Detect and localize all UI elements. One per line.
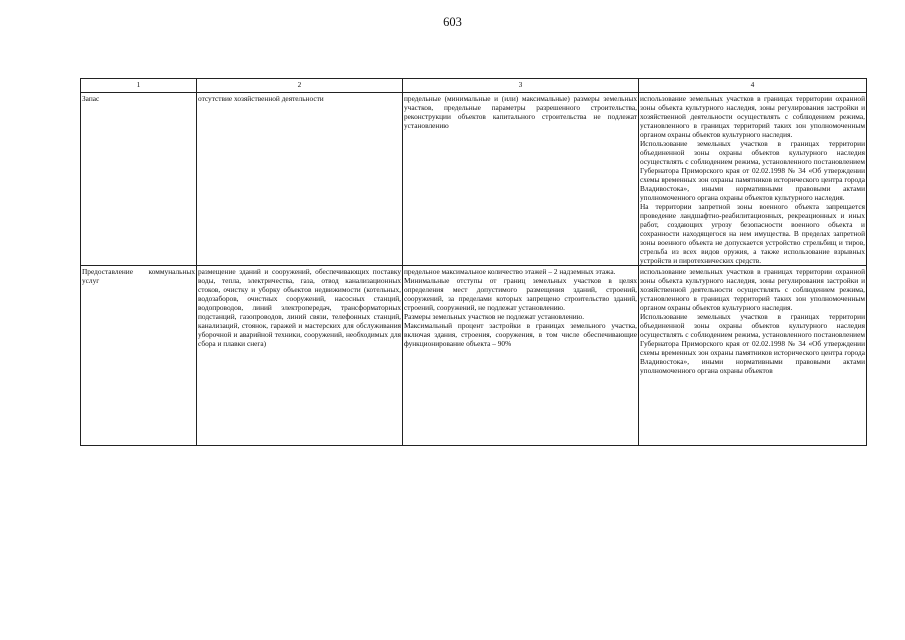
land-use-type-cell <box>81 266 197 446</box>
table-row <box>81 93 867 266</box>
restrictions-cell <box>639 93 867 266</box>
cell-text: Предоставление коммунальных услуг <box>82 267 195 285</box>
page-number: 603 <box>443 15 462 29</box>
use-description-cell <box>197 93 403 266</box>
cell-paragraph: Минимальные отступы от границ земельных участков в целях определения мест допустимого размещения зданий, строений, сооружений, за пределами которых запрещено строительство зданий, строений, сооружений, не подлежат установлению. <box>404 276 637 312</box>
cell-paragraph: Использование земельных участков в границах территории объединенной зоны охраны объектов культурного наследия осуществлять с соблюдением режима, установленного постановлением Губернатора Приморского края от 02.02.1998 № 34 «Об утверждении схемы временных зон охраны памятников исторического центра города Владивостока», иными нормативными правовыми актами уполномоченного органа охраны объектов культурного наследия. <box>640 139 865 202</box>
parameters-cell <box>403 266 639 446</box>
cell-text: размещение зданий и сооружений, обеспечивающих поставку воды, тепла, электричества, газа, отвод канализационных стоков, очистку и уборку объектов недвижимости (котельных, водозаборов, очистных сооружений, насосных станций, водопроводов, линий электропередач, трансформаторных подстанций, газопроводов, линий связи, телефонных станций, канализаций, стоянок, гаражей и мастерских для обслуживания уборочной и аварийной техники, сооружений, необходимых для сбора и плавки снега) <box>198 267 401 348</box>
cell-paragraph: На территории запретной зоны военного объекта запрещается проведение ландшафтно-реабилитационных, рекреационных и иных работ, создающих угрозу безопасности военного объекта и сохранности находящегося на нем имущества. В пределах запретной зоны военного объекта не допускается устройство стрельбищ и тиров, стрельба из всех видов оружия, а также использование взрывных устройств и пиротехнических средств. <box>640 202 865 265</box>
regulation-table <box>80 78 867 446</box>
cell-text: Запас <box>82 94 100 103</box>
cell-paragraph: использование земельных участков в границах территории охранной зоны объекта культурного наследия, зоны регулирования застройки и хозяйственной деятельности осуществлять с соблюдением режима, установленного в границах территорий таких зон уполномоченным органом охраны объектов культурного наследия. <box>640 267 865 312</box>
land-use-type-cell <box>81 93 197 266</box>
parameters-cell <box>403 93 639 266</box>
table-header-row <box>81 79 867 93</box>
column-header: 4 <box>639 79 867 93</box>
cell-paragraph: Максимальный процент застройки в границах земельного участка, включая здания, строения, сооружения, в том числе обеспечивающие функционирование объекта – 90% <box>404 321 637 348</box>
cell-paragraph: предельное максимальное количество этажей – 2 надземных этажа. <box>404 267 616 276</box>
cell-paragraph: Использование земельных участков в границах территории объединенной зоны охраны объектов культурного наследия осуществлять с соблюдением режима, установленного постановлением Губернатора Приморского края от 02.02.1998 № 34 «Об утверждении схемы временных зон охраны памятников исторического центра города Владивостока», иными нормативными правовыми актами уполномоченного органа охраны объектов <box>640 312 865 375</box>
column-header: 2 <box>197 79 403 93</box>
cell-text: предельные (минимальные и (или) максимальные) размеры земельных участков, предельные параметры разрешенного строительства, реконструкции объектов капитального строительства не подлежат установлению <box>404 94 637 130</box>
cell-text: отсутствие хозяйственной деятельности <box>198 94 324 103</box>
cell-paragraph: использование земельных участков в границах территории охранной зоны объекта культурного наследия, зоны регулирования застройки и хозяйственной деятельности осуществлять с соблюдением режима, установленного в границах территорий таких зон уполномоченным органом охраны объектов культурного наследия. <box>640 94 865 139</box>
cell-paragraph: Размеры земельных участков не подлежат установлению. <box>404 312 585 321</box>
use-description-cell <box>197 266 403 446</box>
column-header: 1 <box>81 79 197 93</box>
restrictions-cell <box>639 266 867 446</box>
table-row <box>81 266 867 446</box>
column-header: 3 <box>403 79 639 93</box>
